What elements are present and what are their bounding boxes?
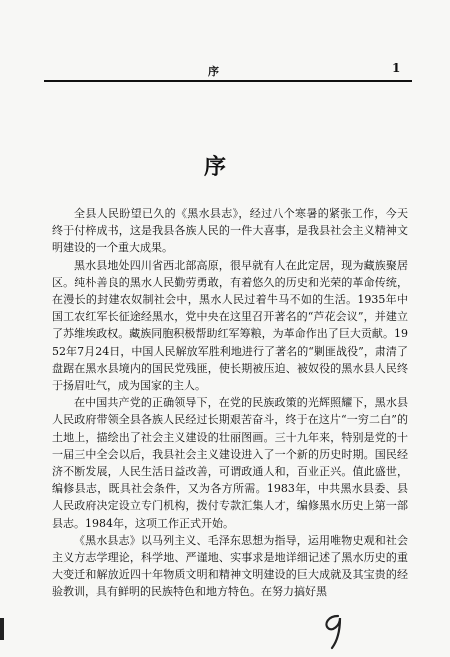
paragraph: 黑水县地处四川省西北部高原，很早就有人在此定居，现为藏族聚居区。纯朴善良的黑水人民勤劳勇敢，有着悠久的历史和光荣的革命传统，在漫长的封建农奴制社会中，黑水人民过着牛马不如的生活。1935年中国工农红军长征途经黑水，党中央在这里召开著名的“芦花会议”，并建立了苏维埃政权。藏族同胞积极帮助红军筹粮，为革命作出了巨大贡献。1952年7月24日，中国人民解放军胜利地进行了著名的“剿匪战役”，肃清了盘踞在黑水县境内的国民党残匪，使长期被压迫、被奴役的黑水县人民终于扬眉吐气，成为国家的主人。: [52, 258, 408, 393]
chapter-title: 序: [204, 154, 229, 180]
handwritten-mark: [318, 610, 352, 650]
header-rule: [44, 80, 412, 82]
paragraph: 全县人民盼望已久的《黑水县志》，经过八个寒暑的紧张工作，今天终于付梓成书，这是我县各族人民的一件大喜事，是我县社会主义精神文明建设的一个重大成果。: [52, 207, 408, 255]
paragraph: 《黑水县志》以马列主义、毛泽东思想为指导，运用唯物史观和社会主义方志学理论，科学地、严谨地、实事求是地详细记述了黑水历史的重大变迁和解放近四十年物质文明和精神文明建设的巨大成就及其宝贵的经验教训，具有鲜明的民族特色和地方特色。在努力搞好黑: [52, 533, 408, 599]
scan-edge-mark: [0, 618, 4, 640]
running-head: 序: [208, 65, 219, 78]
body-text: [52, 205, 408, 601]
page-number: 1: [392, 61, 401, 75]
paragraph: 在中国共产党的正确领导下，在党的民族政策的光辉照耀下，黑水县人民政府带领全县各族人民经过长期艰苦奋斗，终于在这片“一穷二白”的土地上，描绘出了社会主义建设的壮丽图画。三十九年来，特别是党的十一届三中全会以后，我县社会主义建设进入了一个新的历史时期。国民经济不断发展，人民生活日益改善，可谓政通人和，百业正兴。值此盛世，编修县志，既具社会条件，又为各方所需。1983年，中共黑水县委、县人民政府决定设立专门机构，拨付专款汇集人才，编修黑水历史上第一部县志。1984年，这项工作正式开始。: [52, 396, 408, 530]
